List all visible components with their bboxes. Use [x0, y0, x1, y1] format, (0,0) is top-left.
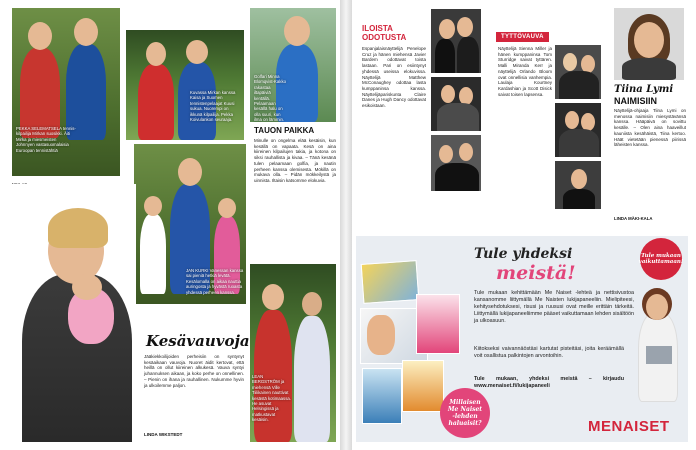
iloista-text: Espanjalaisnäyttelijä Penelope Cruz ja hänen miehensä Javier Bardem odottavat toista lastaan. Pari on esiintynyt yhdessä useissa elokuvissa. Näyttelijä Matthew McConaughey odottaa lasta kumppaninsa kanssa. Näyttelijäpariskunta Claire Danes ja Hugh Dancy odottavat esikoistaan.	[362, 46, 426, 109]
photo-danes-dancy	[430, 134, 482, 192]
tyttovauva-text: Näyttelijä Sienna Miller ja hänen kumppaninsa Tom Sturridge saivat tyttären. Malli Miranda Kerr ja näyttelijä Orlando Bloom ovat onnellisia vanhempia. Laulaja Kourtney Kardashian ja Scott Disick saivat toisen lapsensa.	[498, 46, 552, 97]
caption-tennis: Kuvassa Mirkan kanssa Kaisa ja Suomen tennistenpelaajat Kuusi sukua. Nuorempi on ikkunä kilpailija. Pekka Koivulankon seuraaja.	[190, 90, 236, 123]
tauon-text: Minulle on ongelma elää kesäisin, kun kesällä on vapaata. Kesä on aina kiireinen kilpailujen takia, ja kotona on siksi rauhallista ja kivaa. – Tänä kesänä tulen pelaamaan golfia, ja nautin perheen kanssa olemisesta. Mökillä on mukava olla. – Pidän mökkeilystä ja uinnista. Iltaisin katsomme elokuvia.	[254, 138, 336, 183]
ad-panel	[356, 236, 688, 442]
right-page	[352, 4, 692, 444]
photo-mcconaughey	[430, 76, 482, 132]
iloista-title: ILOISTA ODOTUSTA	[362, 24, 407, 42]
ad-circle-question: Millaisen Me Naiset -lehden haluaisit?	[440, 388, 490, 438]
photo-family	[134, 144, 246, 304]
photo-miller-sturridge	[554, 44, 602, 100]
photo-tiina-lymi	[614, 8, 684, 80]
photo-kardashian	[554, 160, 602, 210]
tyttovauva-label: TYTTÖVAUVA	[496, 32, 549, 42]
ad-brand: MENAISET	[588, 418, 670, 435]
tiina-text: Näyttelijä-ohjaaja Tiina Lymi on menossa naimisiin miesystävänsä kanssa. Hääpäivä on sovittu kesälle. – Olen aina haaveillut kauniista kesähäistä, Tiina kertoo. Häät vietetään pienessä piirissä läheisten kanssa.	[614, 108, 686, 148]
ad-magazine-3	[416, 294, 460, 354]
photo-couple	[250, 264, 336, 442]
ad-title-line2: meistä!	[496, 262, 576, 284]
photo-tennis-pair	[126, 30, 244, 140]
left-page	[4, 4, 340, 444]
ad-cta[interactable]: Tule mukaan, yhdeksi meistä – kirjaudu www.menaiset.fi/lukijapaneeli	[474, 376, 624, 389]
ad-photo-woman	[628, 286, 684, 404]
ad-badge: Tule mukaan vaikuttamaan!	[640, 238, 682, 280]
kesa-text: Jääkiekkoilijoiden perheisiin on syntynyt kesäaikaan vauvoja. Nuoret äidit kertovat, että heillä on ollut kiireinen alkukesä. Vauva syntyi juhannuksen aikaan, ja koko perhe on onnellinen. – Pienin on ihana ja rauhallinen. Nukumme hyvin ja ulkoilemme paljon.	[144, 354, 244, 388]
photo-golfer	[250, 8, 336, 122]
caption-pekka: PEKKA SELEMATSELA tennis-kilpailija Mirkan suosikki. Äiti Mirka ja miesmeisten Johnnyen vastasuomalaisia Euroopan tennistähtiä	[16, 126, 76, 153]
ad-body2: Kiitokseksi vaivannäöstäsi kartutat pisteitäsi, joita keräämällä voit osallistua palkintojen arvontoihin.	[474, 346, 624, 359]
ad-title-line1: Tule yhdeksi	[474, 246, 573, 262]
caption-couple: LEAN BERGSTRÖM ja miehensä Ville Tiilikainen nauttivat kesästä kotimaassa. He asuvat Helsingissä ja matkustavat kesäisin.	[252, 374, 291, 423]
photo-cruz-bardem	[430, 8, 482, 74]
kesa-byline: LINDA WIKSTEDT	[144, 432, 183, 437]
kesa-title: Kesävauvoja	[146, 332, 250, 350]
tiina-byline: LINDA MÄKI-KALA	[614, 216, 653, 221]
ad-magazine-5	[402, 360, 444, 412]
photo-mother-baby	[12, 184, 136, 442]
ad-magazine-1	[361, 260, 420, 304]
caption-family: JAN KURKI Vanessan kanssa sai pieniä hetkiä levätä. Kesälomalla on aikaa nauttia auringosta ja hyvästä ruoasta yhdessä perheen kanssa.	[186, 268, 244, 295]
tiina-name: Tiina Lymi	[614, 84, 674, 95]
ad-body1: Tule mukaan kehittämään Me Naiset -lehteä ja nettisivustoa kansanomme liittymällä Me Naisten lukijapaneeliin. Mielipiteesi, kehitysehdotuksesi, risusi ja ruususi ovat meille erittäin tärkeitä. Liittymällä lukijapaneeliimme pääset vaikuttamaan lehden sisältöön ja ulkoasuun.	[474, 290, 635, 324]
photo-two-players	[12, 8, 120, 176]
photo-kerr-bloom	[554, 102, 602, 158]
ad-magazine-4	[362, 368, 402, 424]
tauon-title: TAUON PAIKKA	[254, 126, 315, 135]
magazine-gutter	[340, 0, 352, 450]
tiina-headline: NAIMISIIN	[614, 96, 658, 106]
caption-golf: Golfari Minna Blomqvist-Kakko rakastaa iltapäiviä kentällä. Pelaamaan kesällä halu on olla suuri, kun ilma on lämmin.	[254, 74, 286, 122]
